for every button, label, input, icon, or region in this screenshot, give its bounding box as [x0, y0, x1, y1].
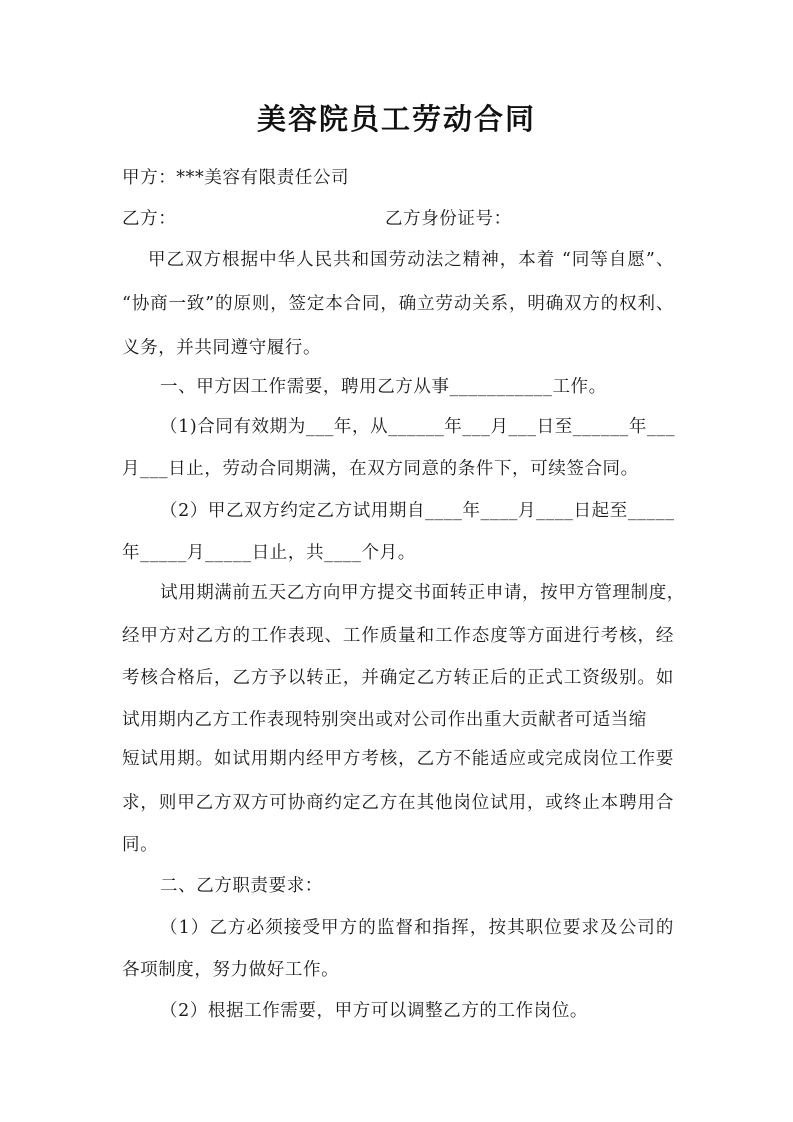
- probation-para-line-1: 试用期满前五天乙方向甲方提交书面转正申请，按甲方管理制度，: [160, 583, 685, 603]
- probation-para-line-3: 考核合格后，乙方予以转正，并确定乙方转正后的正式工资级别。如: [122, 668, 674, 688]
- party-b-label: 乙方：: [122, 209, 177, 229]
- party-b-id-label: 乙方身份证号：: [385, 209, 512, 229]
- probation-para-line-7: 同。: [122, 835, 159, 855]
- clause-2-item-1-line-2: 各项制度，努力做好工作。: [122, 960, 340, 980]
- clause-1-item-2-line-2: 年_____月_____日止，共____个月。: [122, 543, 416, 563]
- probation-para-line-4: 试用期内乙方工作表现特别突出或对公司作出重大贡献者可适当缩: [122, 710, 647, 730]
- probation-para-line-5: 短试用期。如试用期内经甲方考核，乙方不能适应或完成岗位工作要: [122, 749, 674, 769]
- clause-1-item-1-line-1: （1)合同有效期为___年，从______年___月___日至______年___: [160, 417, 676, 437]
- probation-para-line-6: 求，则甲乙方双方可协商约定乙方在其他岗位试用，或终止本聘用合: [122, 793, 674, 813]
- clause-2-item-2: （2）根据工作需要，甲方可以调整乙方的工作岗位。: [160, 1001, 589, 1021]
- clause-2-item-1-line-1: （1）乙方必须接受甲方的监督和指挥，按其职位要求及公司的: [160, 918, 674, 938]
- clause-1-item-1-line-2: 月___日止，劳动合同期满，在双方同意的条件下，可续签合同。: [122, 459, 639, 479]
- clause-1-item-2-line-1: （2）甲乙双方约定乙方试用期自____年____月____日起至_____: [160, 501, 675, 521]
- probation-para-line-2: 经甲方对乙方的工作表现、工作质量和工作态度等方面进行考核，经: [122, 626, 674, 646]
- clause-2-heading: 二、乙方职责要求：: [160, 876, 323, 896]
- preamble-line-2: “协商一致”的原则，签定本合同，确立劳动关系，明确双方的权利、: [122, 294, 674, 314]
- preamble-line-1: 甲乙双方根据中华人民共和国劳动法之精神，本着 “同等自愿”、: [148, 250, 674, 270]
- preamble-line-3: 义务，并共同遵守履行。: [122, 338, 322, 358]
- clause-1-heading: 一、甲方因工作需要，聘用乙方从事___________工作。: [160, 377, 607, 397]
- document-title: 美容院员工劳动合同: [256, 102, 536, 136]
- party-a-line: 甲方：***美容有限责任公司: [122, 168, 350, 188]
